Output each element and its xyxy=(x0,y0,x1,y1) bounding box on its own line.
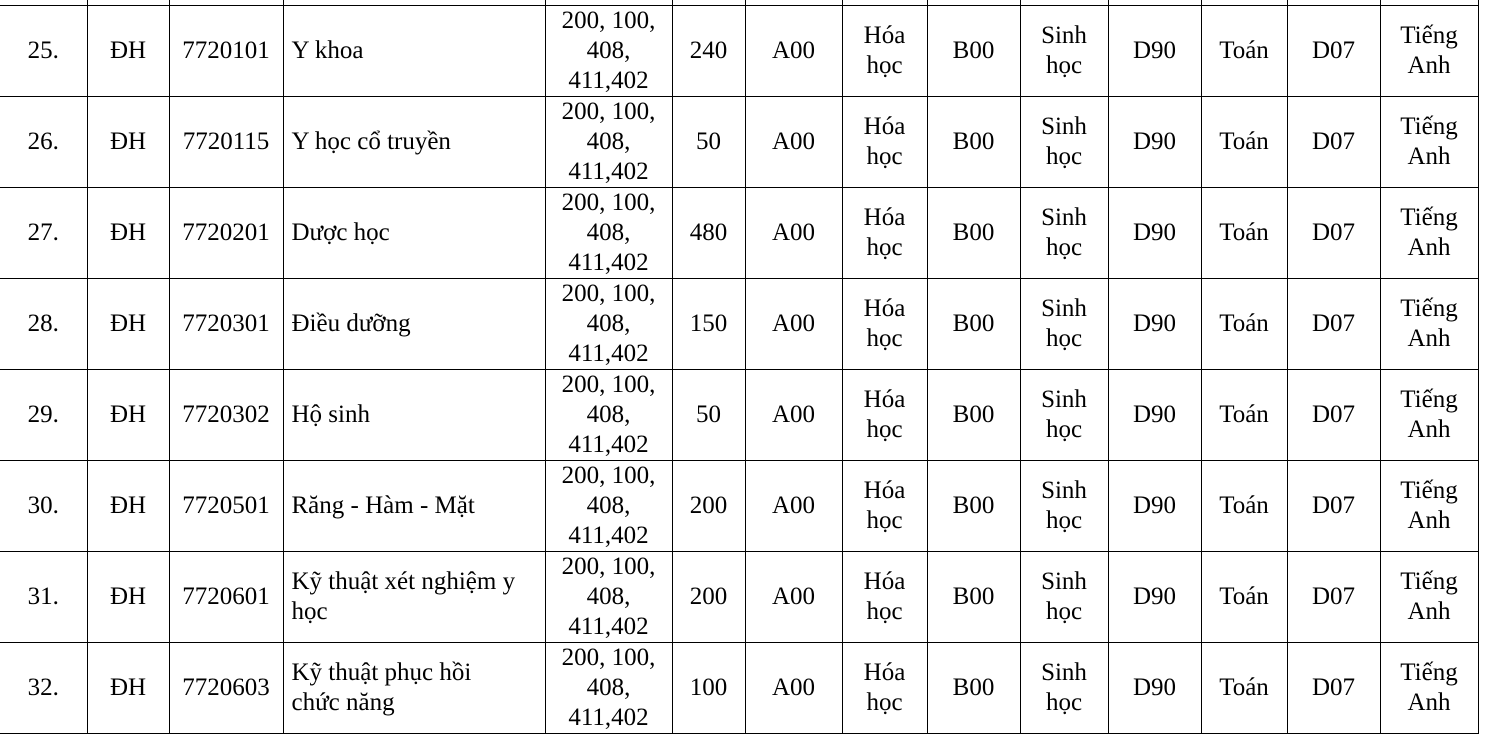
combo-4-subject-cell xyxy=(1380,370,1478,461)
combo-1-code-cell: A00 xyxy=(745,643,842,734)
combo-4-subject-line: Anh xyxy=(1407,416,1451,443)
admission-methods-line: 200, 100, xyxy=(561,7,656,34)
major-name-cell xyxy=(283,461,545,552)
admission-methods-cell xyxy=(545,188,672,279)
combo-2-subject-cell xyxy=(1020,6,1108,97)
combo-4-subject-line: Tiếng xyxy=(1400,22,1458,49)
admission-methods-line: 200, 100, xyxy=(561,462,656,489)
combo-2-code-cell: B00 xyxy=(927,279,1020,370)
combo-1-code-cell: A00 xyxy=(745,279,842,370)
combo-4-code-cell: D07 xyxy=(1287,643,1380,734)
admission-methods-cell xyxy=(545,6,672,97)
major-name-line: Y học cổ truyền xyxy=(291,128,451,155)
combo-3-subject-cell: Toán xyxy=(1201,461,1287,552)
combo-4-subject-line: Anh xyxy=(1407,52,1451,79)
major-name-line: Kỹ thuật xét nghiệm y xyxy=(291,568,516,595)
combo-2-subject-cell xyxy=(1020,552,1108,643)
major-name-cell xyxy=(283,279,545,370)
combo-1-subject-line: Hóa xyxy=(863,113,906,140)
combo-1-subject-cell xyxy=(842,279,927,370)
combo-1-subject-cell xyxy=(842,370,927,461)
combo-1-subject-line: Hóa xyxy=(863,386,906,413)
table-row xyxy=(0,279,1478,370)
quota-cell: 50 xyxy=(672,370,745,461)
combo-4-subject-line: Tiếng xyxy=(1400,386,1458,413)
combo-4-code-cell: D07 xyxy=(1287,279,1380,370)
combo-4-subject-line: Anh xyxy=(1407,689,1451,716)
table-row xyxy=(0,461,1478,552)
combo-3-subject-cell: Toán xyxy=(1201,97,1287,188)
combo-2-subject-line: học xyxy=(1045,143,1083,170)
combo-1-subject-cell xyxy=(842,461,927,552)
combo-2-subject-line: học xyxy=(1045,234,1083,261)
admission-methods-cell xyxy=(545,97,672,188)
combo-3-code-cell: D90 xyxy=(1108,279,1201,370)
major-name-line: Hộ sinh xyxy=(291,401,370,428)
admission-methods-line: 411,402 xyxy=(568,158,649,185)
admission-methods-line: 411,402 xyxy=(568,340,649,367)
combo-4-subject-cell xyxy=(1380,461,1478,552)
admission-methods-line: 408, xyxy=(586,401,631,428)
major-code-cell: 7720601 xyxy=(169,552,283,643)
major-name-cell xyxy=(283,370,545,461)
admission-methods-line: 200, 100, xyxy=(561,553,656,580)
combo-1-subject-cell xyxy=(842,6,927,97)
combo-4-subject-cell xyxy=(1380,188,1478,279)
combo-4-subject-cell xyxy=(1380,643,1478,734)
major-name-line: Dược học xyxy=(291,219,390,246)
combo-4-subject-line: Anh xyxy=(1407,507,1451,534)
combo-1-code-cell: A00 xyxy=(745,6,842,97)
combo-2-subject-line: học xyxy=(1045,689,1083,716)
admission-methods-line: 408, xyxy=(586,219,631,246)
combo-4-subject-line: Tiếng xyxy=(1400,204,1458,231)
combo-3-code-cell: D90 xyxy=(1108,97,1201,188)
combo-2-subject-line: học xyxy=(1045,416,1083,443)
major-name-line: Kỹ thuật phục hồi xyxy=(291,659,472,686)
combo-4-subject-line: Tiếng xyxy=(1400,295,1458,322)
combo-2-subject-line: học xyxy=(1045,325,1083,352)
admission-methods-line: 411,402 xyxy=(568,704,649,731)
quota-cell: 480 xyxy=(672,188,745,279)
major-code-cell: 7720501 xyxy=(169,461,283,552)
admission-methods-line: 200, 100, xyxy=(561,189,656,216)
major-code-cell: 7720115 xyxy=(169,97,283,188)
combo-3-subject-cell: Toán xyxy=(1201,643,1287,734)
combo-2-subject-line: Sinh xyxy=(1041,113,1087,140)
combo-4-subject-line: Tiếng xyxy=(1400,477,1458,504)
major-name-cell xyxy=(283,552,545,643)
major-name-line: Răng - Hàm - Mặt xyxy=(291,492,475,519)
combo-1-code-cell: A00 xyxy=(745,461,842,552)
combo-2-code-cell: B00 xyxy=(927,97,1020,188)
combo-1-subject-line: học xyxy=(866,416,903,443)
combo-4-subject-line: Tiếng xyxy=(1400,568,1458,595)
combo-3-code-cell: D90 xyxy=(1108,6,1201,97)
combo-4-subject-line: Anh xyxy=(1407,234,1451,261)
admission-methods-line: 200, 100, xyxy=(561,644,656,671)
combo-3-code-cell: D90 xyxy=(1108,370,1201,461)
admission-methods-line: 200, 100, xyxy=(561,98,656,125)
combo-1-subject-cell xyxy=(842,643,927,734)
admission-methods-line: 411,402 xyxy=(568,67,649,94)
combo-4-subject-line: Tiếng xyxy=(1400,659,1458,686)
combo-4-subject-cell xyxy=(1380,552,1478,643)
admission-methods-line: 200, 100, xyxy=(561,371,656,398)
combo-4-subject-cell xyxy=(1380,6,1478,97)
combo-3-code-cell: D90 xyxy=(1108,552,1201,643)
stt-cell: 30. xyxy=(0,461,87,552)
combo-1-subject-cell xyxy=(842,97,927,188)
combo-2-subject-line: học xyxy=(1045,507,1083,534)
combo-4-subject-line: Anh xyxy=(1407,325,1451,352)
level-cell: ĐH xyxy=(87,188,169,279)
combo-4-subject-line: Anh xyxy=(1407,598,1451,625)
combo-1-subject-line: Hóa xyxy=(863,477,906,504)
quota-cell: 150 xyxy=(672,279,745,370)
combo-2-code-cell: B00 xyxy=(927,370,1020,461)
admission-methods-line: 408, xyxy=(586,310,631,337)
combo-1-code-cell: A00 xyxy=(745,370,842,461)
combo-1-code-cell: A00 xyxy=(745,97,842,188)
combo-2-subject-line: Sinh xyxy=(1041,659,1087,686)
combo-2-subject-line: Sinh xyxy=(1041,477,1087,504)
combo-1-subject-line: Hóa xyxy=(863,659,906,686)
combo-2-code-cell: B00 xyxy=(927,643,1020,734)
combo-2-subject-cell xyxy=(1020,461,1108,552)
combo-3-subject-cell: Toán xyxy=(1201,552,1287,643)
combo-2-subject-line: Sinh xyxy=(1041,386,1087,413)
level-cell: ĐH xyxy=(87,6,169,97)
combo-3-code-cell: D90 xyxy=(1108,188,1201,279)
combo-4-code-cell: D07 xyxy=(1287,97,1380,188)
stt-cell: 28. xyxy=(0,279,87,370)
table-row xyxy=(0,6,1478,97)
combo-2-subject-cell xyxy=(1020,97,1108,188)
combo-4-code-cell: D07 xyxy=(1287,370,1380,461)
combo-2-code-cell: B00 xyxy=(927,6,1020,97)
stt-cell: 25. xyxy=(0,6,87,97)
major-code-cell: 7720301 xyxy=(169,279,283,370)
combo-4-code-cell: D07 xyxy=(1287,6,1380,97)
combo-1-subject-line: học xyxy=(866,507,903,534)
major-name-cell xyxy=(283,188,545,279)
quota-cell: 200 xyxy=(672,461,745,552)
combo-4-code-cell: D07 xyxy=(1287,552,1380,643)
level-cell: ĐH xyxy=(87,97,169,188)
table-row xyxy=(0,188,1478,279)
major-code-cell: 7720603 xyxy=(169,643,283,734)
combo-1-subject-cell xyxy=(842,552,927,643)
major-name-cell xyxy=(283,97,545,188)
table-row xyxy=(0,97,1478,188)
combo-1-subject-line: học xyxy=(866,689,903,716)
major-code-cell: 7720101 xyxy=(169,6,283,97)
major-code-cell: 7720201 xyxy=(169,188,283,279)
admission-methods-cell xyxy=(545,370,672,461)
combo-3-subject-cell: Toán xyxy=(1201,370,1287,461)
combo-2-subject-line: học xyxy=(1045,598,1083,625)
table-row xyxy=(0,552,1478,643)
combo-2-subject-line: học xyxy=(1045,52,1083,79)
major-name-cell xyxy=(283,643,545,734)
admission-methods-line: 408, xyxy=(586,492,631,519)
level-cell: ĐH xyxy=(87,279,169,370)
admission-methods-cell xyxy=(545,279,672,370)
major-code-cell: 7720302 xyxy=(169,370,283,461)
admission-methods-line: 408, xyxy=(586,583,631,610)
combo-2-subject-line: Sinh xyxy=(1041,568,1087,595)
admission-methods-line: 200, 100, xyxy=(561,280,656,307)
combo-2-subject-cell xyxy=(1020,370,1108,461)
combo-1-subject-line: Hóa xyxy=(863,295,906,322)
table-row xyxy=(0,370,1478,461)
combo-2-code-cell: B00 xyxy=(927,552,1020,643)
admission-methods-line: 408, xyxy=(586,37,631,64)
combo-4-subject-cell xyxy=(1380,97,1478,188)
admission-methods-cell xyxy=(545,552,672,643)
admission-methods-line: 411,402 xyxy=(568,431,649,458)
combo-1-subject-line: Hóa xyxy=(863,204,906,231)
combo-1-subject-line: Hóa xyxy=(863,568,906,595)
combo-3-subject-cell: Toán xyxy=(1201,279,1287,370)
combo-2-subject-cell xyxy=(1020,643,1108,734)
major-name-line: học xyxy=(291,598,328,625)
combo-4-subject-cell xyxy=(1380,279,1478,370)
combo-1-subject-line: học xyxy=(866,143,903,170)
quota-cell: 100 xyxy=(672,643,745,734)
combo-1-code-cell: A00 xyxy=(745,552,842,643)
combo-3-subject-cell: Toán xyxy=(1201,6,1287,97)
combo-2-code-cell: B00 xyxy=(927,188,1020,279)
stt-cell: 31. xyxy=(0,552,87,643)
combo-1-subject-cell xyxy=(842,188,927,279)
combo-2-code-cell: B00 xyxy=(927,461,1020,552)
stt-cell: 27. xyxy=(0,188,87,279)
admission-methods-cell xyxy=(545,461,672,552)
admission-methods-line: 411,402 xyxy=(568,613,649,640)
quota-cell: 240 xyxy=(672,6,745,97)
admission-methods-line: 408, xyxy=(586,128,631,155)
combo-1-subject-line: học xyxy=(866,598,903,625)
admission-methods-line: 411,402 xyxy=(568,249,649,276)
quota-cell: 200 xyxy=(672,552,745,643)
stt-cell: 26. xyxy=(0,97,87,188)
combo-4-subject-line: Tiếng xyxy=(1400,113,1458,140)
major-name-line: chức năng xyxy=(291,689,395,716)
combo-1-subject-line: học xyxy=(866,325,903,352)
major-name-line: Y khoa xyxy=(291,37,364,64)
combo-1-subject-line: học xyxy=(866,234,903,261)
combo-2-subject-line: Sinh xyxy=(1041,295,1087,322)
major-name-line: Điều dưỡng xyxy=(291,310,411,337)
combo-3-code-cell: D90 xyxy=(1108,643,1201,734)
combo-4-code-cell: D07 xyxy=(1287,461,1380,552)
admission-methods-cell xyxy=(545,643,672,734)
level-cell: ĐH xyxy=(87,370,169,461)
table-row xyxy=(0,643,1478,734)
level-cell: ĐH xyxy=(87,643,169,734)
combo-1-subject-line: Hóa xyxy=(863,22,906,49)
combo-4-code-cell: D07 xyxy=(1287,188,1380,279)
stt-cell: 32. xyxy=(0,643,87,734)
combo-2-subject-cell xyxy=(1020,279,1108,370)
major-name-cell xyxy=(283,6,545,97)
admission-methods-line: 411,402 xyxy=(568,522,649,549)
combo-3-subject-cell: Toán xyxy=(1201,188,1287,279)
combo-1-subject-line: học xyxy=(866,52,903,79)
level-cell: ĐH xyxy=(87,461,169,552)
combo-1-code-cell: A00 xyxy=(745,188,842,279)
combo-3-code-cell: D90 xyxy=(1108,461,1201,552)
admission-methods-line: 408, xyxy=(586,674,631,701)
stt-cell: 29. xyxy=(0,370,87,461)
combo-2-subject-cell xyxy=(1020,188,1108,279)
combo-2-subject-line: Sinh xyxy=(1041,22,1087,49)
quota-cell: 50 xyxy=(672,97,745,188)
level-cell: ĐH xyxy=(87,552,169,643)
combo-2-subject-line: Sinh xyxy=(1041,204,1087,231)
combo-4-subject-line: Anh xyxy=(1407,143,1451,170)
